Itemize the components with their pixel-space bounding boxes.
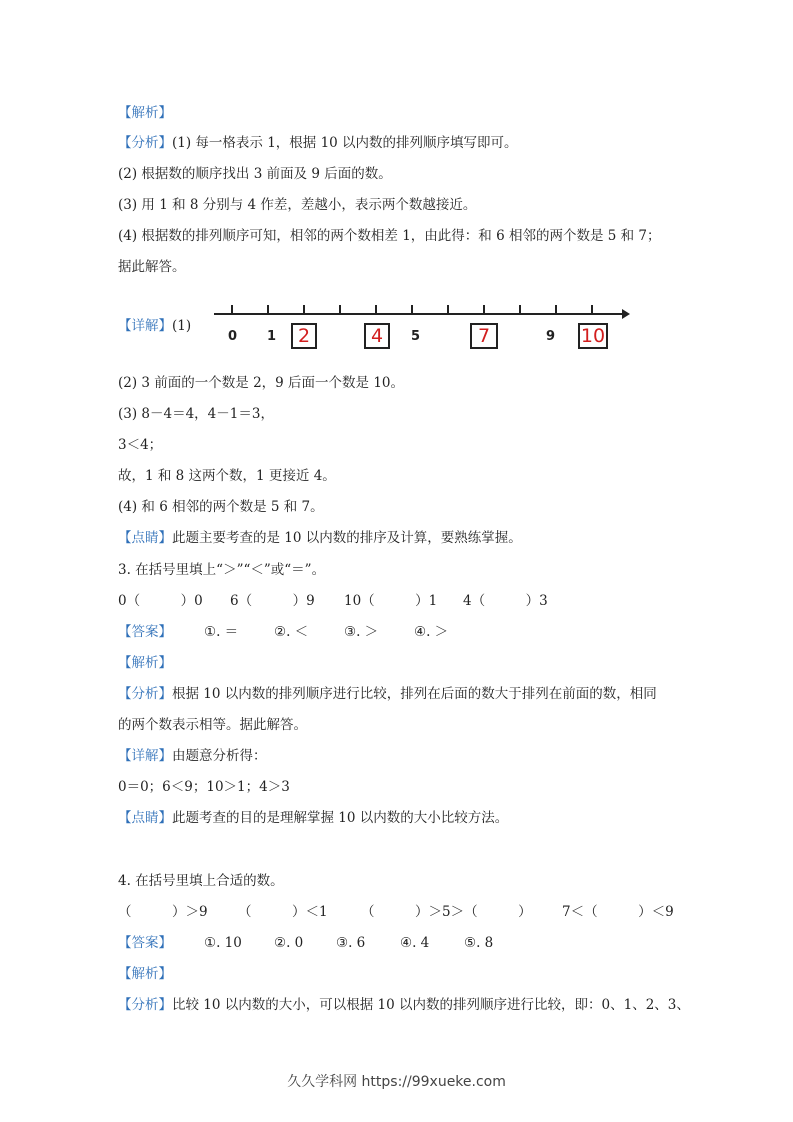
- detail-line-3: (3) 8－4＝4，4－1＝3，: [118, 406, 274, 422]
- dianjing-tag: 【点睛】: [118, 530, 172, 546]
- q4-item-2: （ ）＜1: [238, 904, 328, 920]
- nl-label-9: 9: [546, 329, 556, 344]
- nl-box-7: 7: [470, 323, 498, 349]
- q4-answer-2: ②. 0: [274, 935, 304, 951]
- q4-fenxi-text: 比较 10 以内数的大小，可以根据 10 以内数的排列顺序进行比较，即：0、1、2、3、: [172, 997, 690, 1013]
- q4-fenxi-tag: 【分析】: [118, 997, 172, 1013]
- q3-result: 0＝0；6＜9；10＞1；4＞3: [118, 779, 290, 795]
- nl-label-0: 0: [228, 329, 238, 344]
- q3-answer-tag: 【答案】: [118, 624, 172, 640]
- q3-jiexi-title: 【解析】: [118, 655, 172, 671]
- q3-fenxi-line: [118, 685, 657, 703]
- q4-answer-tag: 【答案】: [118, 935, 172, 951]
- q3-answer-2: ②. ＜: [274, 624, 309, 640]
- analysis-line-2: (2) 根据数的顺序找出 3 前面及 9 后面的数。: [118, 166, 392, 182]
- q4-fenxi-line: [118, 996, 690, 1014]
- q3-answer-3: ③. ＞: [344, 624, 379, 640]
- xiangjie-line: [118, 317, 191, 335]
- q3-answer-line: [118, 623, 678, 641]
- xiangjie-num: (1): [172, 318, 192, 334]
- analysis-line-4: (4) 根据数的排列顺序可知，相邻的两个数相差 1，由此得：和 6 相邻的两个数是 5 和 7；: [118, 228, 661, 244]
- jiexi-title: 【解析】: [118, 105, 172, 121]
- page-footer: 久久学科网 https://99xueke.com: [287, 1074, 506, 1090]
- number-line-figure: [0, 0, 793, 370]
- q3-items: [118, 592, 678, 610]
- q4-answer-line: [118, 934, 678, 952]
- detail-line-2: (2) 3 前面的一个数是 2，9 后面一个数是 10。: [118, 375, 405, 391]
- q4-item-3: （ ）＞5＞（ ）: [361, 904, 532, 920]
- q3-answer-1: ①. ＝: [204, 624, 239, 640]
- nl-box-2: 2: [291, 323, 317, 349]
- q3-fenxi-text: 根据 10 以内数的排列顺序进行比较，排列在后面的数大于排列在前面的数，相同: [172, 686, 657, 702]
- q4-item-4: 7＜（ ）＜9: [562, 904, 674, 920]
- q3-dianjing-tag: 【点睛】: [118, 810, 172, 826]
- fenxi-tag: 【分析】: [118, 135, 172, 151]
- q3-item-1: 0（ ）0: [118, 593, 203, 609]
- q3-xiangjie-text: 由题意分析得：: [172, 748, 267, 764]
- detail-line-4: (4) 和 6 相邻的两个数是 5 和 7。: [118, 499, 324, 515]
- q3-item-3: 10（ ）1: [344, 593, 438, 609]
- q4-title: 4. 在括号里填上合适的数。: [118, 873, 284, 889]
- number-line-axis: [0, 0, 793, 370]
- q3-dianjing-line: [118, 809, 508, 827]
- fenxi-text: (1) 每一格表示 1，根据 10 以内数的排列顺序填写即可。: [172, 135, 518, 151]
- nl-box-10: 10: [578, 323, 608, 349]
- q4-jiexi-title: 【解析】: [118, 966, 172, 982]
- q3-item-2: 6（ ）9: [230, 593, 315, 609]
- analysis-line-5: 据此解答。: [118, 259, 186, 275]
- detail-line-3b: 3＜4；: [118, 437, 163, 453]
- fenxi-line: [118, 134, 518, 152]
- q4-answer-1: ①. 10: [204, 935, 242, 951]
- xiangjie-tag: 【详解】: [118, 318, 172, 334]
- q3-title: 3. 在括号里填上“＞”“＜”或“＝”。: [118, 562, 326, 578]
- q3-fenxi-tag: 【分析】: [118, 686, 172, 702]
- q3-dianjing-text: 此题考查的目的是理解掌握 10 以内数的大小比较方法。: [172, 810, 509, 826]
- q4-item-1: （ ）＞9: [118, 904, 208, 920]
- q4-answer-3: ③. 6: [336, 935, 366, 951]
- dianjing-line: [118, 529, 522, 547]
- q3-answer-4: ④. ＞: [414, 624, 449, 640]
- nl-label-5: 5: [411, 329, 421, 344]
- nl-label-1: 1: [267, 329, 277, 344]
- q4-items: [118, 903, 678, 921]
- dianjing-text: 此题主要考查的是 10 以内数的排序及计算，要熟练掌握。: [172, 530, 522, 546]
- q3-xiangjie-tag: 【详解】: [118, 748, 172, 764]
- q3-item-4: 4（ ）3: [463, 593, 548, 609]
- detail-line-3c: 故，1 和 8 这两个数，1 更接近 4。: [118, 468, 336, 484]
- nl-box-4: 4: [364, 323, 390, 349]
- q4-answer-5: ⑤. 8: [464, 935, 494, 951]
- q4-answer-4: ④. 4: [400, 935, 430, 951]
- q3-fenxi-line-2: 的两个数表示相等。据此解答。: [118, 717, 307, 733]
- q3-xiangjie-line: [118, 747, 267, 765]
- analysis-line-3: (3) 用 1 和 8 分别与 4 作差，差越小，表示两个数越接近。: [118, 197, 477, 213]
